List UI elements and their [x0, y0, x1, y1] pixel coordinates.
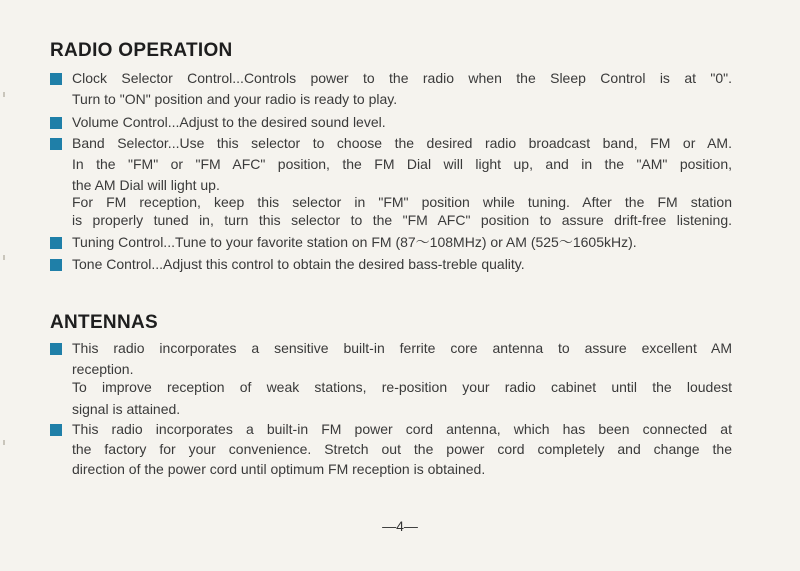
bullet-icon [50, 138, 62, 150]
text-line: signal is attained. [72, 401, 181, 417]
bullet-icon [50, 237, 62, 249]
text-line: Clock Selector Control...Controls power to the radio when the Sleep Control is at "0". [72, 70, 732, 86]
section-heading-radio-operation: RADIO OPERATION [50, 40, 233, 61]
scan-mark [3, 255, 5, 260]
bullet-icon [50, 343, 62, 355]
text-line: reception. [72, 361, 134, 377]
text-line: This radio incorporates a sensitive built-in ferrite core antenna to assure excellent AM [72, 340, 732, 356]
page-number: —4— [382, 518, 418, 534]
text-line: is properly tuned in, turn this selector to the "FM AFC" position to assure drift-free listening. [72, 212, 732, 228]
text-line: In the "FM" or "FM AFC" position, the FM Dial will light up, and in the "AM" position, [72, 156, 732, 172]
text-line: Band Selector...Use this selector to choose the desired radio broadcast band, FM or AM. [72, 135, 732, 151]
text-line: For FM reception, keep this selector in "FM" position while tuning. After the FM station [72, 194, 732, 210]
bullet-icon [50, 73, 62, 85]
bullet-icon [50, 424, 62, 436]
text-line: Tuning Control...Tune to your favorite station on FM (87～108MHz) or AM (525～1605kHz). [72, 234, 637, 250]
text-line: the AM Dial will light up. [72, 177, 220, 193]
text-line: Volume Control...Adjust to the desired sound level. [72, 114, 386, 130]
bullet-icon [50, 259, 62, 271]
scan-mark [3, 440, 5, 445]
bullet-icon [50, 117, 62, 129]
scan-mark [3, 92, 5, 97]
text-line: the factory for your convenience. Stretch out the power cord completely and change the [72, 441, 732, 457]
text-line: Turn to "ON" position and your radio is ready to play. [72, 91, 398, 107]
text-line: This radio incorporates a built-in FM power cord antenna, which has been connected at [72, 421, 732, 437]
text-line: Tone Control...Adjust this control to obtain the desired bass-treble quality. [72, 256, 525, 272]
text-line: direction of the power cord until optimum FM reception is obtained. [72, 461, 486, 477]
section-heading-antennas: ANTENNAS [50, 312, 158, 333]
text-line: To improve reception of weak stations, re-position your radio cabinet until the loudest [72, 379, 732, 395]
